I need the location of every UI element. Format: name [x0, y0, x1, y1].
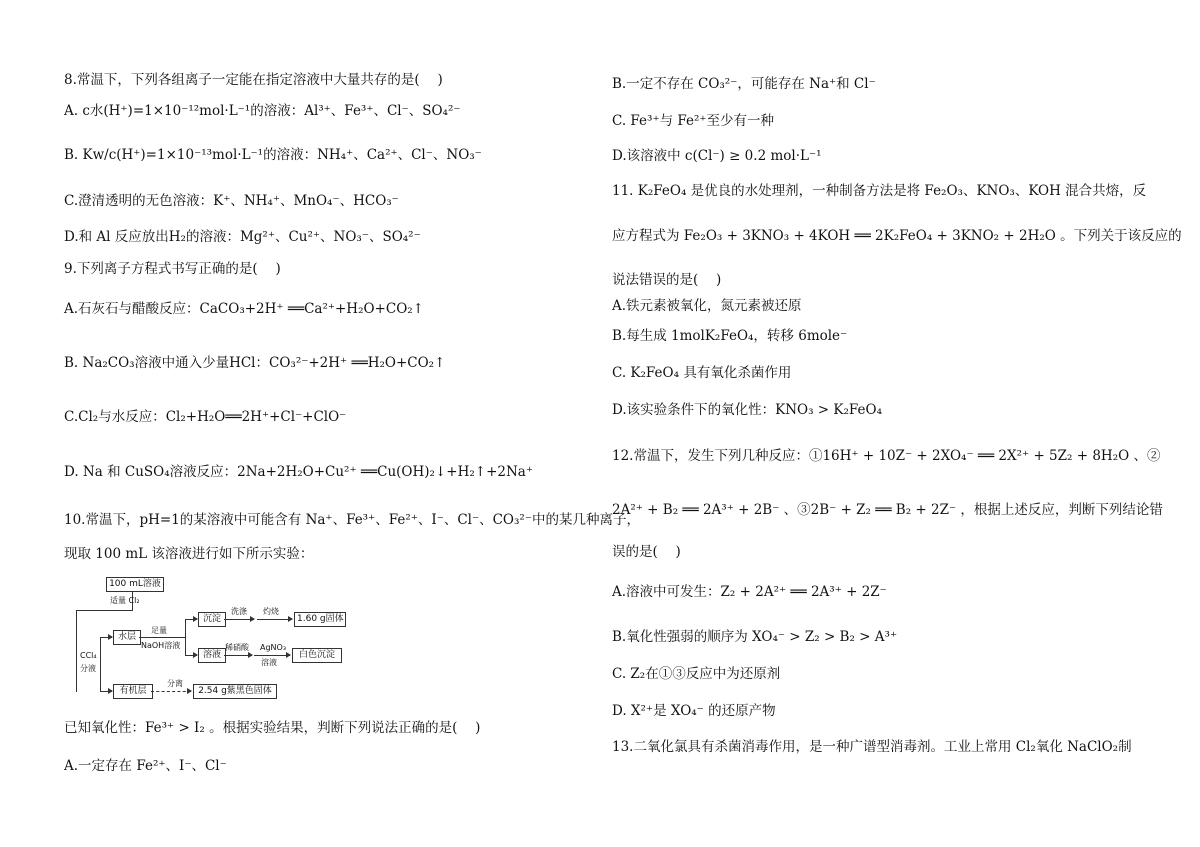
question-10-option-b: B.一定不存在 CO₃²⁻，可能存在 Na⁺和 Cl⁻ [612, 76, 876, 92]
question-11-stem-line-3: 说法错误的是( ) [612, 272, 722, 288]
question-10-option-c: C. Fe³⁺与 Fe²⁺至少有一种 [612, 113, 775, 129]
flow-connector [76, 610, 77, 692]
question-9-option-a: A.石灰石与醋酸反应：CaCO₃+2H⁺ ══Ca²⁺+H₂O+CO₂↑ [64, 301, 424, 317]
question-9-option-c: C.Cl₂与水反应：Cl₂+H₂O══2H⁺+Cl⁻+ClO⁻ [64, 409, 347, 425]
flow-connector [139, 637, 185, 638]
flow-arrow [224, 655, 252, 656]
question-12-stem-line-3: 误的是( ) [612, 544, 681, 560]
question-9-option-d: D. Na 和 CuSO₄溶液反应：2Na+2H₂O+Cu²⁺ ══Cu(OH)₂↓+H₂↑+2Na⁺ [64, 464, 533, 480]
question-9-stem: 9.下列离子方程式书写正确的是( ) [64, 261, 281, 277]
question-11-option-c: C. K₂FeO₄ 具有氧化杀菌作用 [612, 365, 792, 381]
flow-arrow [185, 655, 197, 656]
flow-precipitate-box: 沉淀 [198, 612, 226, 627]
question-8-stem: 8.常温下，下列各组离子一定能在指定溶液中大量共存的是( ) [64, 72, 443, 88]
flow-purple-solid-box: 2.54 g紫黑色固体 [193, 684, 277, 699]
flow-label-fenye: 分液 [80, 664, 96, 673]
question-12-stem-line-2: 2A²⁺ + B₂ ══ 2A³⁺ + 2B⁻ 、③2B⁻ + Z₂ ══ B₂ + 2Z⁻ ，根据上述反应，判断下列结论错 [612, 502, 1163, 518]
flow-label-hno3: 稀硝酸 [225, 643, 249, 652]
flow-aqueous-layer-box: 水层 [113, 630, 141, 645]
flow-label-cl2: 适量 Cl₂ [110, 596, 140, 605]
question-9-option-b: B. Na₂CO₃溶液中通入少量HCl：CO₃²⁻+2H⁺ ══H₂O+CO₂↑ [64, 355, 446, 371]
flow-label-burn: 灼烧 [263, 607, 279, 616]
question-12-option-b: B.氧化性强弱的顺序为 XO₄⁻ > Z₂ > B₂ > A³⁺ [612, 629, 898, 645]
flow-arrow [100, 691, 112, 692]
question-12-stem-line-1: 12.常温下，发生下列几种反应：①16H⁺ + 10Z⁻ + 2XO₄⁻ ══ 2X²⁺ + 5Z₂ + 8H₂O 、② [612, 448, 1161, 464]
flow-connector [100, 637, 101, 691]
question-10-stem-line-1: 10.常温下，pH=1的某溶液中可能含有 Na⁺、Fe³⁺、Fe²⁺、I⁻、Cl⁻、CO₃²⁻中的某几种离子， [64, 512, 640, 528]
question-11-stem-line-2: 应方程式为 Fe₂O₃ + 3KNO₃ + 4KOH ══ 2K₂FeO₄ + 3KNO₂ + 2H₂O 。下列关于该反应的 [612, 228, 1182, 244]
flow-label-naoh-bottom: NaOH溶液 [141, 641, 181, 650]
question-10-option-a: A.一定存在 Fe²⁺、I⁻、Cl⁻ [64, 758, 227, 774]
question-11-option-a: A.铁元素被氧化，氮元素被还原 [612, 298, 802, 314]
flow-label-separate: 分离 [167, 679, 183, 688]
question-12-option-c: C. Z₂在①③反应中为还原剂 [612, 666, 781, 682]
question-11-option-d: D.该实验条件下的氧化性：KNO₃ > K₂FeO₄ [612, 402, 882, 418]
flow-arrow [151, 691, 191, 692]
question-8-option-d: D.和 Al 反应放出H₂的溶液：Mg²⁺、Cu²⁺、NO₃⁻、SO₄²⁻ [64, 229, 421, 245]
flow-arrow [257, 619, 292, 620]
flow-connector [76, 610, 132, 611]
flow-organic-layer-box: 有机层 [113, 684, 153, 699]
flow-solid-box: 1.60 g固体 [294, 612, 346, 627]
flow-arrow [185, 619, 197, 620]
flow-solution-box: 溶液 [198, 648, 226, 663]
flow-arrow [100, 637, 112, 638]
flow-arrow [224, 619, 254, 620]
flow-label-agno3-top: AgNO₃ [260, 643, 287, 652]
question-8-option-b: B. Kw/c(H⁺)=1×10⁻¹³mol·L⁻¹的溶液：NH₄⁺、Ca²⁺、Cl⁻、NO₃⁻ [64, 147, 482, 163]
question-11-option-b: B.每生成 1molK₂FeO₄，转移 6mole⁻ [612, 328, 848, 344]
question-8-option-a: A. c水(H⁺)=1×10⁻¹²mol·L⁻¹的溶液：Al³⁺、Fe³⁺、Cl⁻、SO₄²⁻ [64, 103, 461, 119]
question-12-option-d: D. X²⁺是 XO₄⁻ 的还原产物 [612, 703, 776, 719]
question-10-known: 已知氧化性：Fe³⁺ > I₂ 。根据实验结果，判断下列说法正确的是( ) [64, 720, 481, 736]
question-11-stem-line-1: 11. K₂FeO₄ 是优良的水处理剂，一种制备方法是将 Fe₂O₃、KNO₃、KOH 混合共熔，反 [612, 183, 1147, 199]
question-13-stem-line-1: 13.二氧化氯具有杀菌消毒作用，是一种广谱型消毒剂。工业上常用 Cl₂氧化 NaClO₂制 [612, 739, 1132, 755]
flow-connector [185, 619, 186, 655]
flow-white-precipitate-box: 白色沉淀 [292, 648, 342, 663]
flow-label-ccl4: CCl₄ [80, 651, 97, 660]
flow-label-naoh-top: 足量 [151, 626, 167, 635]
flow-label-wash: 洗涤 [231, 607, 247, 616]
flow-arrow [254, 655, 290, 656]
flow-connector [132, 603, 133, 611]
question-10-option-d: D.该溶液中 c(Cl⁻) ≥ 0.2 mol·L⁻¹ [612, 148, 822, 164]
flow-label-agno3-bottom: 溶液 [261, 658, 277, 667]
question-12-option-a: A.溶液中可发生：Z₂ + 2A²⁺ ══ 2A³⁺ + 2Z⁻ [612, 584, 887, 600]
question-10-stem-line-2: 现取 100 mL 该溶液进行如下所示实验： [64, 546, 314, 562]
question-8-option-c: C.澄清透明的无色溶液：K⁺、NH₄⁺、MnO₄⁻、HCO₃⁻ [64, 193, 399, 209]
flow-start-box: 100 mL溶液 [106, 577, 164, 592]
